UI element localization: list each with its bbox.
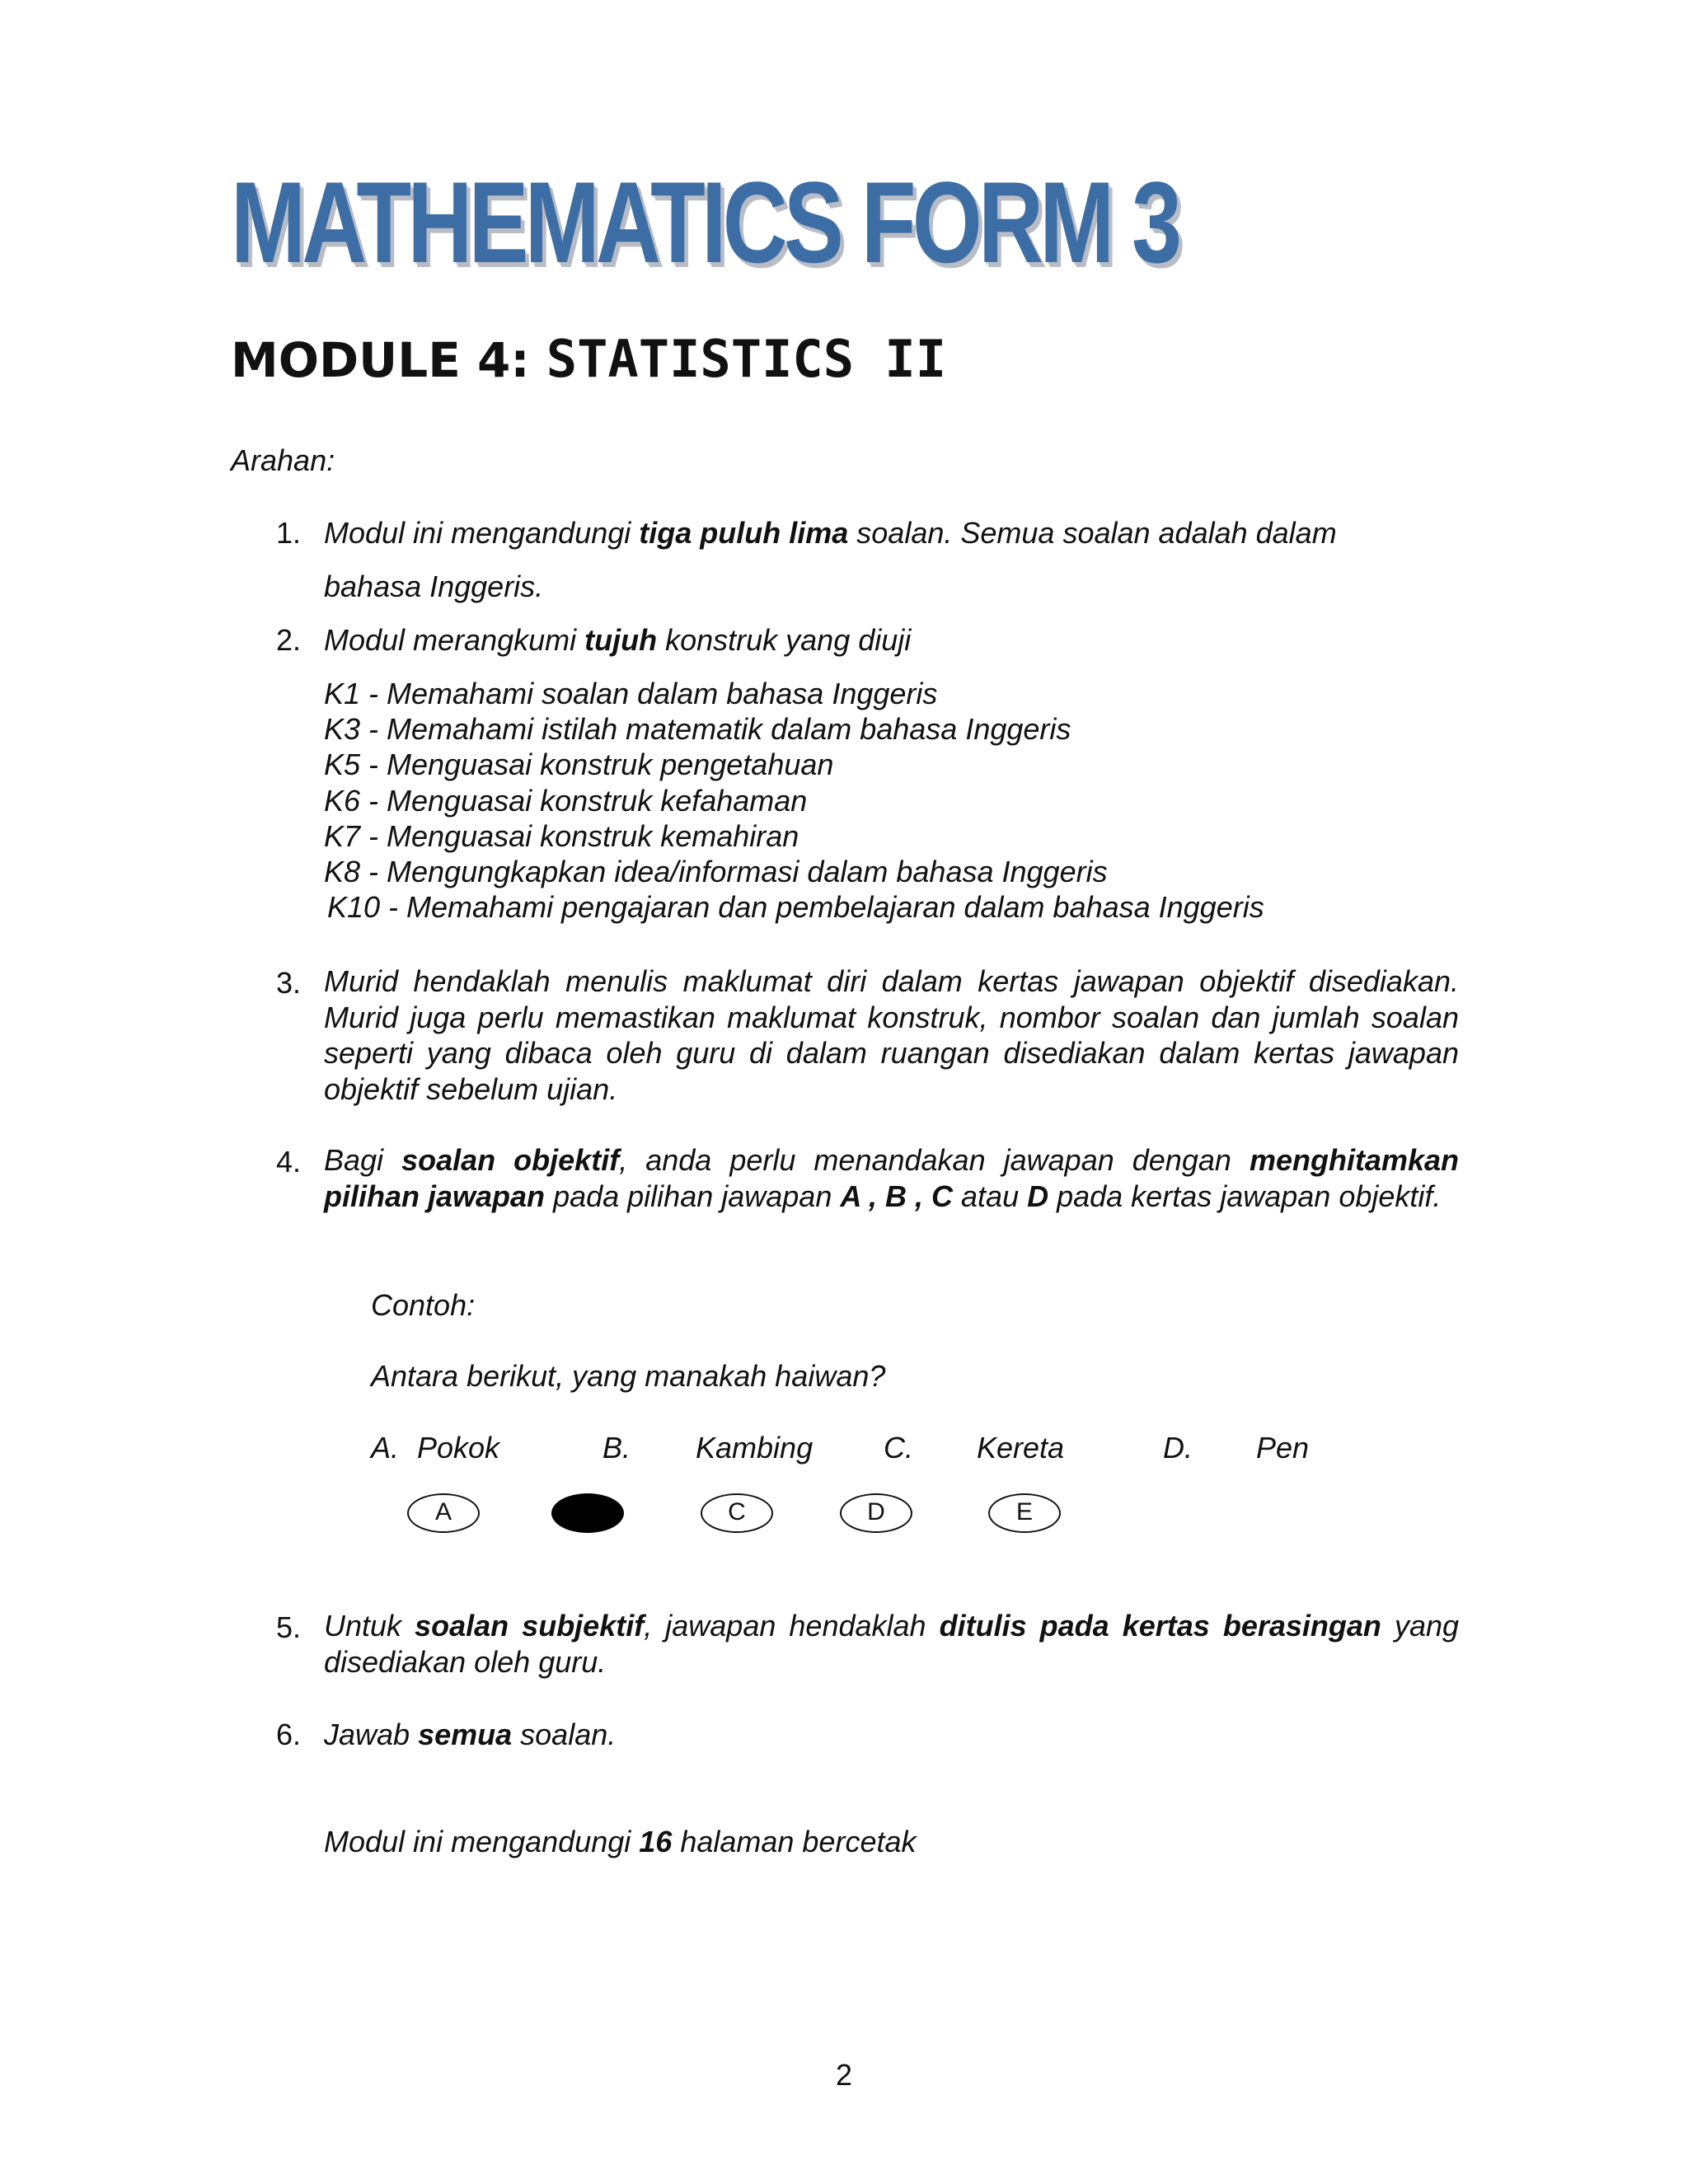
answer-bubble-a[interactable]: A — [407, 1493, 480, 1533]
answer-bubble-d[interactable]: D — [840, 1493, 912, 1533]
item-2-bold: tujuh — [584, 623, 658, 657]
item-6-pre: Jawab — [324, 1718, 419, 1751]
item-5-number: 5. — [276, 1610, 302, 1644]
item-1-line-2: bahasa Inggeris. — [324, 569, 544, 603]
item-4-text — [324, 1142, 1459, 1214]
item-4-b2: menghitamkan pilihan jawapan — [324, 1143, 1459, 1213]
construct-item: K8 - Mengungkapkan idea/informasi dalam bahasa Inggeris — [324, 854, 1108, 888]
item-2-pre: Modul merangkumi — [324, 623, 585, 657]
answer-bubble-b-filled[interactable] — [551, 1493, 624, 1533]
option-a-text: Pokok — [417, 1431, 500, 1465]
construct-item: K3 - Memahami istilah matematik dalam bahasa Inggeris — [324, 712, 1071, 747]
item-1-text-post: soalan. Semua soalan adalah dalam — [848, 516, 1337, 550]
page-count-pre: Modul ini mengandungi — [324, 1825, 640, 1858]
instructions-label: Arahan: — [231, 443, 335, 477]
construct-item: K10 - Memahami pengajaran dan pembelajaran dalam bahasa Inggeris — [327, 890, 1264, 925]
item-5-b1: soalan subjektif — [415, 1609, 645, 1643]
page-count-bold: 16 — [639, 1825, 673, 1858]
example-question: Antara berikut, yang manakah haiwan? — [371, 1359, 886, 1393]
item-4-t1: Bagi — [324, 1143, 402, 1177]
module-title-part1: MODULE 4: — [231, 332, 546, 388]
item-5-t2: , jawapan hendaklah — [644, 1609, 940, 1643]
item-4-b1: soalan objektif — [401, 1143, 620, 1177]
option-c-letter: C. — [884, 1431, 913, 1465]
item-1-text: Modul ini mengandungi — [324, 516, 640, 550]
item-5-t1: Untuk — [324, 1609, 415, 1643]
option-b-letter: B. — [603, 1431, 631, 1465]
item-4-b4: D — [1027, 1179, 1049, 1213]
option-d-text: Pen — [1256, 1431, 1310, 1465]
item-4-b3: A , B , C — [840, 1179, 954, 1213]
page-count-post: halaman bercetak — [672, 1825, 917, 1858]
item-4-t3: pada pilihan jawapan — [545, 1179, 841, 1213]
option-b-text: Kambing — [696, 1431, 814, 1465]
item-1-number: 1. — [276, 516, 302, 550]
answer-bubble-e[interactable]: E — [988, 1493, 1061, 1533]
answer-bubble-c[interactable]: C — [701, 1493, 773, 1533]
item-5-b2: ditulis pada kertas berasingan — [939, 1609, 1381, 1643]
item-4-number: 4. — [276, 1145, 302, 1179]
option-a-letter: A. — [371, 1431, 400, 1465]
page-count-note — [324, 1827, 917, 1857]
item-4-t5: pada kertas jawapan objektif. — [1048, 1179, 1442, 1213]
construct-item: K6 - Menguasai konstruk kefahaman — [324, 783, 808, 818]
option-c-text: Kereta — [977, 1431, 1065, 1465]
item-6-number: 6. — [276, 1718, 302, 1751]
item-4-t4: atau — [953, 1179, 1028, 1213]
item-5-text — [324, 1608, 1459, 1680]
subject-title: MATHEMATICS FORM 3 — [231, 157, 1179, 287]
item-6-text — [324, 1720, 616, 1750]
option-d-letter: D. — [1163, 1431, 1193, 1465]
item-3-number: 3. — [276, 966, 302, 1000]
construct-item: K7 - Menguasai konstruk kemahiran — [324, 818, 799, 853]
item-4-t2: , anda perlu menandakan jawapan dengan — [619, 1143, 1250, 1177]
item-1-bold: tiga puluh lima — [639, 516, 849, 550]
construct-item: K5 - Menguasai konstruk pengetahuan — [324, 748, 834, 782]
item-6-bold: semua — [418, 1718, 513, 1751]
item-2-number: 2. — [276, 623, 302, 657]
example-label: Contoh: — [371, 1288, 476, 1322]
page-number: 2 — [835, 2058, 853, 2092]
construct-item: K1 - Memahami soalan dalam bahasa Inggeris — [324, 677, 938, 710]
construct-list — [324, 676, 1264, 925]
item-6-post: soalan. — [512, 1718, 617, 1751]
module-title — [231, 329, 947, 389]
item-2-text — [324, 623, 912, 657]
item-1-line-1 — [324, 518, 1337, 548]
item-2-post: konstruk yang diuji — [657, 623, 912, 657]
item-3-text: Murid hendaklah menulis maklumat diri dalam kertas jawapan objektif disediakan. Murid juga perlu memastikan maklumat konstruk, nombor soalan dan jumlah soalan seperti yang dibaca oleh guru di dalam ruangan disediakan dalam kertas jawapan objektif sebelum ujian. — [324, 964, 1459, 1106]
module-title-part2: STATISTICS II — [546, 329, 947, 389]
item-5-t3: yang disediakan oleh guru. — [324, 1609, 1460, 1679]
